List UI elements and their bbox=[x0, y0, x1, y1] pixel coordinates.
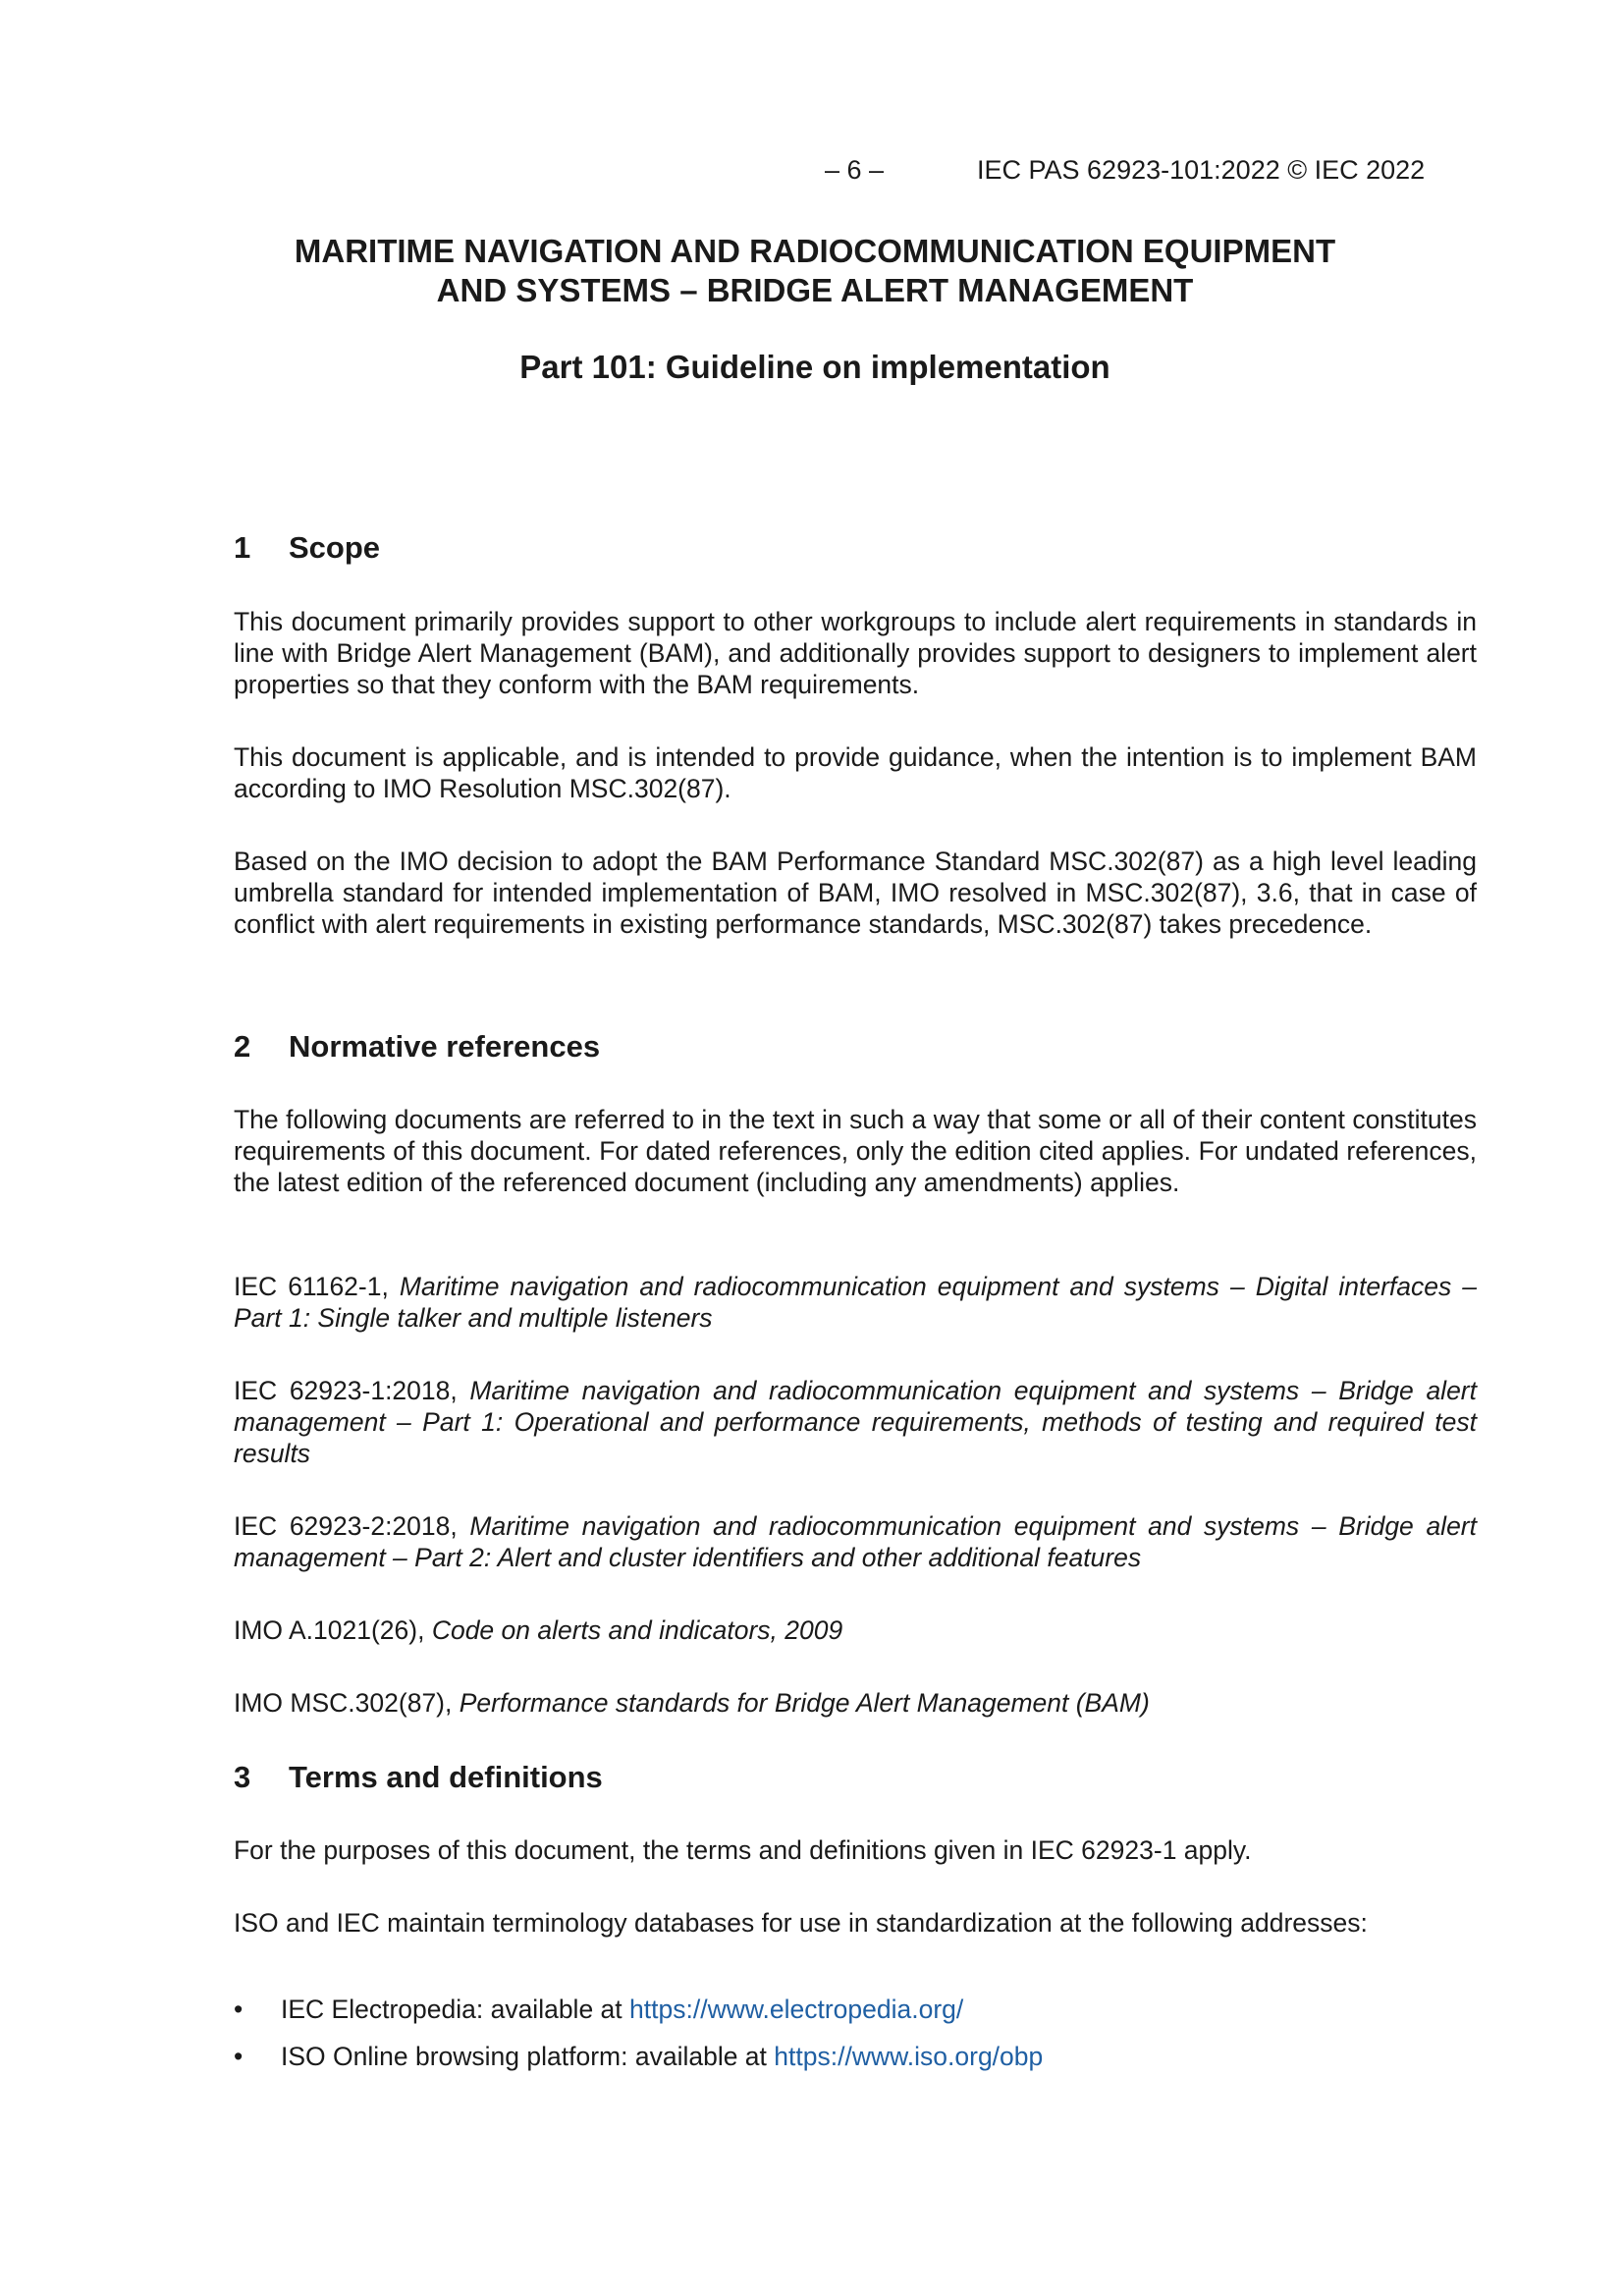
bullet-icon: • bbox=[234, 2042, 243, 2071]
reference-item bbox=[234, 1375, 1477, 1469]
scope-paragraph-1: This document primarily provides support to other workgroups to include alert requirements in standards in line with Bridge Alert Management (BAM), and additionally provides support to designers to implement alert properties so that they conform with the BAM requirements. bbox=[234, 607, 1477, 699]
reference-id: IMO MSC.302(87), bbox=[234, 1688, 453, 1718]
reference-title: Code on alerts and indicators, 2009 bbox=[431, 1615, 843, 1645]
title-line-1: MARITIME NAVIGATION AND RADIOCOMMUNICATION EQUIPMENT bbox=[294, 233, 1336, 269]
scope-paragraph-3: Based on the IMO decision to adopt the BAM Performance Standard MSC.302(87) as a high level leading umbrella standard for intended implementation of BAM, IMO resolved in MSC.302(87), 3.6, that in case of conflict with alert requirements in existing performance standards, MSC.302(87) takes precedence. bbox=[234, 847, 1477, 939]
terms-paragraph-1: For the purposes of this document, the terms and definitions given in IEC 62923-1 apply. bbox=[234, 1835, 1252, 1865]
bullet-text: IEC Electropedia: available at bbox=[281, 1995, 622, 2024]
page-number: – 6 – bbox=[825, 155, 885, 185]
section-title: Terms and definitions bbox=[289, 1760, 603, 1794]
reference-id: IEC 61162-1, bbox=[234, 1272, 389, 1301]
section-title: Normative references bbox=[289, 1029, 601, 1064]
iso-obp-link[interactable]: https://www.iso.org/obp bbox=[774, 2042, 1044, 2071]
section-2-heading bbox=[234, 1029, 600, 1065]
section-number: 1 bbox=[234, 530, 251, 565]
document-subtitle: Part 101: Guideline on implementation bbox=[519, 349, 1110, 385]
section-number: 3 bbox=[234, 1760, 251, 1794]
document-reference: IEC PAS 62923-101:2022 © IEC 2022 bbox=[977, 155, 1426, 185]
reference-item bbox=[234, 1510, 1477, 1573]
reference-id: IEC 62923-1:2018, bbox=[234, 1376, 458, 1405]
list-item bbox=[234, 1994, 963, 2025]
reference-title: Maritime navigation and radiocommunication equipment and systems – Bridge alert management – Part 1: Operational and performance requirements, methods of testing and required test results bbox=[234, 1376, 1477, 1468]
bullet-icon: • bbox=[234, 1995, 243, 2024]
bullet-text: ISO Online browsing platform: available at bbox=[281, 2042, 767, 2071]
reference-item bbox=[234, 1687, 1477, 1719]
section-number: 2 bbox=[234, 1029, 251, 1064]
electropedia-link[interactable]: https://www.electropedia.org/ bbox=[629, 1995, 964, 2024]
section-title: Scope bbox=[289, 530, 381, 565]
reference-id: IEC 62923-2:2018, bbox=[234, 1511, 458, 1541]
reference-title: Maritime navigation and radiocommunication equipment and systems – Digital interfaces – Part 1: Single talker and multiple listeners bbox=[234, 1272, 1478, 1333]
reference-title: Maritime navigation and radiocommunication equipment and systems – Bridge alert management – Part 2: Alert and cluster identifiers and other additional features bbox=[234, 1511, 1477, 1572]
scope-paragraph-2: This document is applicable, and is intended to provide guidance, when the intention is to implement BAM according to IMO Resolution MSC.302(87). bbox=[234, 742, 1477, 803]
reference-title: Performance standards for Bridge Alert Management (BAM) bbox=[459, 1688, 1150, 1718]
normative-intro-paragraph: The following documents are referred to in the text in such a way that some or all of their content constitutes requirements of this document. For dated references, only the edition cited applies. For undated references, the latest edition of the referenced document (including any amendments) applies. bbox=[234, 1105, 1477, 1197]
title-line-2: AND SYSTEMS – BRIDGE ALERT MANAGEMENT bbox=[436, 272, 1194, 308]
reference-item bbox=[234, 1614, 1477, 1646]
reference-id: IMO A.1021(26), bbox=[234, 1615, 425, 1645]
section-1-heading bbox=[234, 530, 380, 566]
document-title bbox=[236, 232, 1394, 310]
terms-paragraph-2: ISO and IEC maintain terminology databases for use in standardization at the following addresses: bbox=[234, 1908, 1368, 1938]
section-3-heading bbox=[234, 1760, 603, 1795]
list-item bbox=[234, 2041, 1043, 2072]
reference-item bbox=[234, 1271, 1477, 1334]
